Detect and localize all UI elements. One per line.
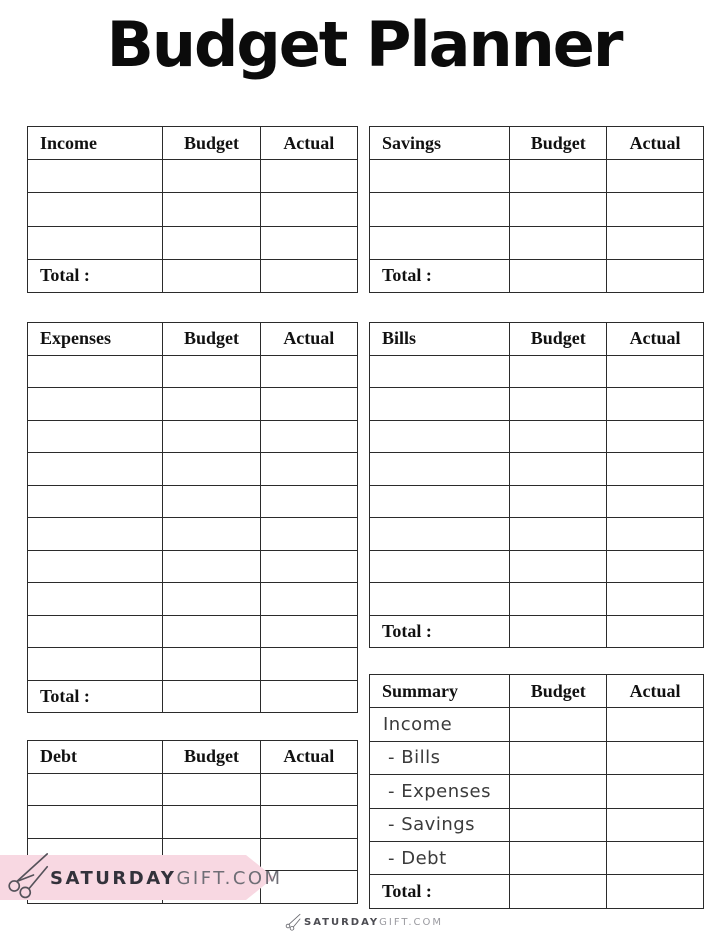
income-header-row: [28, 127, 358, 160]
summary-savings-budget-cell: [510, 808, 607, 841]
savings-total-actual-cell: [607, 259, 704, 292]
income-total-row: [28, 259, 358, 292]
item-cell: [28, 226, 163, 259]
summary-table: [369, 674, 704, 909]
summary-total-label: Total :: [370, 875, 510, 908]
banner-text-light: GIFT.COM: [176, 868, 283, 889]
summary-row-bills: [370, 741, 704, 774]
budget-cell: [163, 388, 260, 421]
item-cell: [28, 485, 163, 518]
table-row: [28, 615, 358, 648]
income-header: Income: [28, 127, 163, 160]
item-cell: [28, 518, 163, 551]
actual-cell: [607, 420, 704, 453]
item-cell: [28, 388, 163, 421]
budget-cell: [510, 550, 607, 583]
budget-cell: [163, 226, 260, 259]
budget-cell: [510, 583, 607, 616]
summary-expenses-budget-cell: [510, 775, 607, 808]
summary-expenses-label: - Expenses: [370, 775, 510, 808]
summary-savings-label: - Savings: [370, 808, 510, 841]
table-row: [28, 550, 358, 583]
budget-cell: [163, 485, 260, 518]
actual-cell: [260, 388, 357, 421]
table-row: [28, 773, 358, 806]
table-row: [28, 583, 358, 616]
bills-header: Bills: [370, 323, 510, 356]
summary-header: Summary: [370, 675, 510, 708]
table-row: [28, 485, 358, 518]
budget-cell: [510, 355, 607, 388]
summary-income-actual-cell: [607, 708, 704, 741]
bills-total-label: Total :: [370, 615, 510, 648]
summary-row-savings: [370, 808, 704, 841]
actual-cell: [260, 583, 357, 616]
footer-text-bold: SATURDAY: [304, 916, 380, 928]
table-row: [28, 160, 358, 193]
budget-cell: [510, 388, 607, 421]
table-row: [28, 648, 358, 681]
debt-header-row: [28, 741, 358, 774]
footer-scissors-icon: [285, 913, 301, 931]
summary-savings-actual-cell: [607, 808, 704, 841]
actual-cell: [607, 388, 704, 421]
actual-cell: [607, 453, 704, 486]
actual-cell: [260, 355, 357, 388]
actual-cell: [260, 420, 357, 453]
table-row: [28, 226, 358, 259]
budget-cell: [163, 773, 260, 806]
savings-table: [369, 126, 704, 293]
item-cell: [370, 420, 510, 453]
item-cell: [28, 453, 163, 486]
actual-cell: [607, 583, 704, 616]
item-cell: [28, 193, 163, 226]
summary-debt-actual-cell: [607, 841, 704, 874]
item-cell: [28, 806, 163, 839]
actual-cell: [260, 773, 357, 806]
expenses-budget-header: Budget: [163, 323, 260, 356]
bills-total-budget-cell: [510, 615, 607, 648]
budget-cell: [510, 193, 607, 226]
banner-text: [50, 868, 283, 889]
debt-header: Debt: [28, 741, 163, 774]
item-cell: [370, 583, 510, 616]
expenses-total-actual-cell: [260, 680, 357, 713]
expenses-total-row: [28, 680, 358, 713]
income-table: [27, 126, 358, 293]
summary-debt-budget-cell: [510, 841, 607, 874]
actual-cell: [260, 648, 357, 681]
budget-cell: [163, 193, 260, 226]
footer-text-light: GIFT.COM: [379, 916, 443, 928]
budget-cell: [163, 160, 260, 193]
budget-cell: [510, 420, 607, 453]
item-cell: [28, 160, 163, 193]
summary-actual-header: Actual: [607, 675, 704, 708]
item-cell: [28, 550, 163, 583]
budget-cell: [510, 453, 607, 486]
item-cell: [370, 485, 510, 518]
summary-total-budget-cell: [510, 875, 607, 908]
budget-cell: [163, 355, 260, 388]
table-row: [370, 355, 704, 388]
table-row: [370, 453, 704, 486]
table-row: [370, 518, 704, 551]
table-row: [28, 355, 358, 388]
actual-cell: [260, 518, 357, 551]
actual-cell: [607, 193, 704, 226]
banner-text-bold: SATURDAY: [50, 868, 177, 889]
budget-cell: [163, 453, 260, 486]
budget-cell: [163, 648, 260, 681]
summary-header-row: [370, 675, 704, 708]
table-row: [370, 226, 704, 259]
summary-expenses-actual-cell: [607, 775, 704, 808]
actual-cell: [607, 518, 704, 551]
summary-row-income: [370, 708, 704, 741]
summary-budget-header: Budget: [510, 675, 607, 708]
expenses-header-row: [28, 323, 358, 356]
budget-cell: [163, 806, 260, 839]
item-cell: [370, 226, 510, 259]
savings-header: Savings: [370, 127, 510, 160]
savings-header-row: [370, 127, 704, 160]
summary-total-actual-cell: [607, 875, 704, 908]
actual-cell: [260, 806, 357, 839]
item-cell: [370, 453, 510, 486]
budget-cell: [163, 550, 260, 583]
table-row: [370, 160, 704, 193]
summary-row-expenses: [370, 775, 704, 808]
item-cell: [28, 583, 163, 616]
table-row: [370, 420, 704, 453]
bills-actual-header: Actual: [607, 323, 704, 356]
bills-header-row: [370, 323, 704, 356]
expenses-table: [27, 322, 358, 713]
item-cell: [370, 550, 510, 583]
expenses-total-label: Total :: [28, 680, 163, 713]
budget-cell: [163, 420, 260, 453]
actual-cell: [260, 453, 357, 486]
item-cell: [370, 355, 510, 388]
table-row: [28, 193, 358, 226]
item-cell: [28, 355, 163, 388]
actual-cell: [260, 485, 357, 518]
banner-content: [0, 847, 300, 905]
budget-cell: [510, 518, 607, 551]
actual-cell: [607, 355, 704, 388]
scissors-icon: [6, 849, 50, 901]
item-cell: [28, 420, 163, 453]
footer-text: [304, 917, 443, 928]
table-row: [370, 193, 704, 226]
actual-cell: [607, 226, 704, 259]
actual-cell: [607, 550, 704, 583]
income-budget-header: Budget: [163, 127, 260, 160]
summary-debt-label: - Debt: [370, 841, 510, 874]
actual-cell: [260, 160, 357, 193]
bills-budget-header: Budget: [510, 323, 607, 356]
table-row: [28, 806, 358, 839]
table-row: [370, 388, 704, 421]
item-cell: [28, 648, 163, 681]
savings-total-budget-cell: [510, 259, 607, 292]
actual-cell: [607, 160, 704, 193]
item-cell: [28, 773, 163, 806]
table-row: [370, 550, 704, 583]
bills-total-row: [370, 615, 704, 648]
summary-bills-actual-cell: [607, 741, 704, 774]
actual-cell: [260, 193, 357, 226]
savings-actual-header: Actual: [607, 127, 704, 160]
summary-total-row: [370, 875, 704, 908]
actual-cell: [260, 615, 357, 648]
bills-table: [369, 322, 704, 648]
summary-bills-label: - Bills: [370, 741, 510, 774]
income-actual-header: Actual: [260, 127, 357, 160]
bills-total-actual-cell: [607, 615, 704, 648]
table-row: [370, 583, 704, 616]
saturdaygift-banner: [0, 847, 300, 905]
income-total-label: Total :: [28, 259, 163, 292]
expenses-actual-header: Actual: [260, 323, 357, 356]
budget-cell: [510, 226, 607, 259]
actual-cell: [260, 226, 357, 259]
item-cell: [370, 193, 510, 226]
page-title: Budget Planner: [106, 8, 622, 81]
table-row: [28, 453, 358, 486]
table-row: [370, 485, 704, 518]
actual-cell: [260, 550, 357, 583]
table-row: [28, 388, 358, 421]
income-total-budget-cell: [163, 259, 260, 292]
expenses-header: Expenses: [28, 323, 163, 356]
income-total-actual-cell: [260, 259, 357, 292]
table-row: [28, 518, 358, 551]
budget-cell: [510, 485, 607, 518]
savings-total-row: [370, 259, 704, 292]
actual-cell: [607, 485, 704, 518]
savings-total-label: Total :: [370, 259, 510, 292]
summary-income-budget-cell: [510, 708, 607, 741]
debt-actual-header: Actual: [260, 741, 357, 774]
item-cell: [370, 388, 510, 421]
budget-cell: [163, 615, 260, 648]
footer-logo: [0, 913, 728, 936]
budget-cell: [163, 518, 260, 551]
table-row: [28, 420, 358, 453]
summary-bills-budget-cell: [510, 741, 607, 774]
item-cell: [28, 615, 163, 648]
item-cell: [370, 160, 510, 193]
budget-cell: [510, 160, 607, 193]
expenses-total-budget-cell: [163, 680, 260, 713]
budget-cell: [163, 583, 260, 616]
debt-budget-header: Budget: [163, 741, 260, 774]
summary-income-label: Income: [370, 708, 510, 741]
summary-row-debt: [370, 841, 704, 874]
savings-budget-header: Budget: [510, 127, 607, 160]
item-cell: [370, 518, 510, 551]
